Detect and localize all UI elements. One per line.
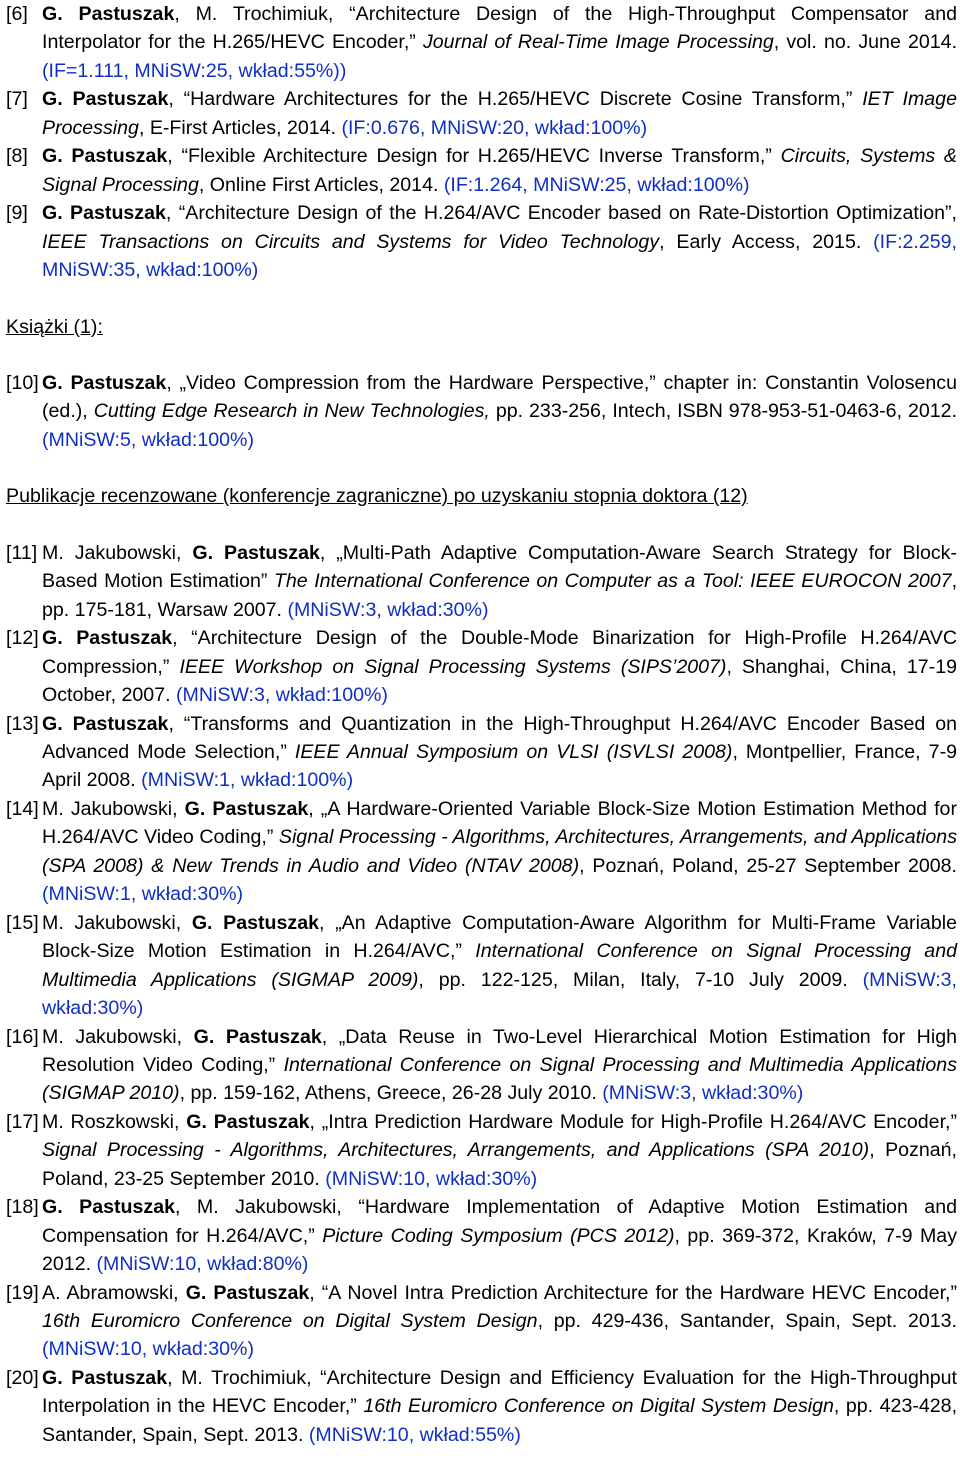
reference-title: , “Architecture Design of the Double-Mode Binarization for High-Profile H.264/AVC Compression,” [42, 627, 957, 678]
reference-venue: 16th Euromicro Conference on Digital System Design [363, 1395, 834, 1418]
reference-author: G. Pastuszak [186, 1110, 310, 1133]
reference-venue: IEEE Transactions on Circuits and Systems for Video Technology [42, 230, 660, 253]
reference-metric: (MNiSW:1, wkład:100%) [141, 769, 354, 792]
reference-number: [13] [6, 712, 39, 735]
reference-author: G. Pastuszak [42, 1366, 168, 1389]
reference-details: , E-First Articles, 2014. [138, 116, 342, 139]
reference-venue: Signal Processing - Algorithms, Architectures, Arrangements, and Applications (SPA 2010) [42, 1139, 870, 1162]
reference-entry [6, 1023, 957, 1108]
books-heading: Książki (1): [6, 315, 103, 338]
reference-entry [6, 142, 957, 199]
coauthor-lead: A. Abramowski, [42, 1281, 186, 1304]
reference-metric: (MNiSW:3, wkład:100%) [175, 684, 388, 707]
reference-title: , “Architecture Design of the H.264/AVC Encoder based on Rate-Distortion Optimization”, [165, 202, 957, 225]
reference-metric: (MNiSW:3, wkład:30%) [42, 968, 957, 1020]
reference-details: , Poznań, Poland, 25-27 September 2008. [579, 854, 957, 877]
reference-venue: Picture Coding Symposium (PCS 2012) [322, 1224, 675, 1247]
reference-title: , M. Trochimiuk, “Architecture Design of the High-Throughput Compensator and Interpolator for the H.265/HEVC Encoder,” [42, 3, 957, 54]
reference-details: , vol. no. June 2014. [773, 31, 958, 54]
reference-entry [6, 1193, 957, 1278]
reference-author: G. Pastuszak [42, 1196, 175, 1219]
reference-entry [6, 909, 957, 1023]
reference-entry [6, 199, 957, 284]
reference-metric: (IF:0.676, MNiSW:20, wkład:100%) [341, 116, 648, 139]
reference-number: [17] [6, 1110, 39, 1133]
coauthor-lead: M. Jakubowski, [42, 911, 192, 934]
reference-details: , Poznań, Poland, 23-25 September 2010. [42, 1139, 957, 1190]
reference-metric: (MNiSW:10, wkład:30%) [325, 1167, 538, 1190]
journal-references [6, 0, 957, 285]
reference-metric: (MNiSW:3, wkład:30%) [602, 1082, 804, 1105]
reference-venue: Journal of Real-Time Image Processing [422, 31, 774, 54]
reference-number: [6] [6, 3, 28, 25]
reference-details: pp. 233-256, Intech, ISBN 978-953-51-0463-6, 2012. [489, 400, 958, 423]
reference-author: G. Pastuszak [42, 3, 175, 25]
reference-metric: (IF:1.264, MNiSW:25, wkład:100%) [443, 173, 750, 196]
reference-venue: IEEE Workshop on Signal Processing Systems (SIPS’2007) [179, 655, 727, 678]
reference-author: G. Pastuszak [191, 911, 319, 934]
conference-references [6, 539, 957, 1450]
reference-metric: (IF=1.111, MNiSW:25, wkład:55%)) [42, 59, 347, 82]
reference-entry [6, 795, 957, 909]
coauthor-lead: M. Roszkowski, [42, 1110, 187, 1133]
reference-title: , “Hardware Architectures for the H.265/HEVC Discrete Cosine Transform,” [168, 88, 863, 111]
reference-entry [6, 85, 957, 142]
conference-heading: Publikacje recenzowane (konferencje zagraniczne) po uzyskaniu stopnia doktora (12) [6, 485, 748, 508]
reference-metric: (MNiSW:3, wkład:30%) [287, 598, 489, 621]
reference-title: , M. Jakubowski, “Hardware Implementation of Adaptive Motion Estimation and Compensation for H.264/AVC,” [42, 1196, 957, 1247]
reference-entry [6, 1279, 957, 1364]
reference-metric: (MNiSW:10, wkład:30%) [42, 1338, 254, 1361]
coauthor-lead: M. Jakubowski, [42, 1025, 194, 1048]
reference-details: , Montpellier, France, 7-9 April 2008. [42, 740, 957, 792]
reference-title: , „An Adaptive Computation-Aware Algorithm for Multi-Frame Variable Block-Size Motion Estimation in H.264/AVC,” [42, 911, 957, 963]
reference-author: G. Pastuszak [42, 371, 167, 394]
reference-title: , M. Trochimiuk, “Architecture Design and Efficiency Evaluation for the High-Throughput Interpolation in the HEVC Encoder,” [42, 1366, 957, 1418]
reference-metric: (MNiSW:10, wkład:80%) [96, 1253, 309, 1276]
reference-entry [6, 369, 957, 454]
reference-metric: (IF:2.259, MNiSW:35, wkład:100%) [42, 230, 957, 282]
reference-author: G. Pastuszak [42, 88, 169, 111]
reference-title: , “A Novel Intra Prediction Architecture for the Hardware HEVC Encoder,” [309, 1281, 957, 1304]
reference-venue: Signal Processing - Algorithms, Architectures, Arrangements, and Applications (SPA 2008) & New Trends in Audio and Video (NTAV 2008) [42, 826, 957, 877]
book-references [6, 369, 957, 454]
coauthor-lead: M. Jakubowski, [42, 797, 185, 820]
reference-venue: Circuits, Systems & Signal Processing [42, 145, 958, 196]
reference-author: G. Pastuszak [42, 202, 166, 225]
reference-number: [7] [6, 88, 28, 111]
reference-number: [9] [6, 202, 28, 225]
reference-author: G. Pastuszak [184, 797, 309, 820]
reference-author: G. Pastuszak [193, 1025, 322, 1048]
reference-details: , pp. 429-436, Santander, Spain, Sept. 2013. [537, 1310, 957, 1333]
reference-number: [11] [6, 541, 38, 564]
reference-number: [16] [6, 1025, 39, 1048]
reference-title: , „Data Reuse in Two-Level Hierarchical Motion Estimation for High Resolution Video Coding,” [42, 1025, 957, 1076]
reference-number: [15] [6, 911, 39, 934]
reference-author: G. Pastuszak [42, 145, 168, 168]
reference-venue: Cutting Edge Research in New Technologies, [93, 400, 490, 423]
reference-title: , “Flexible Architecture Design for H.265/HEVC Inverse Transform,” [167, 145, 781, 168]
reference-number: [14] [6, 797, 39, 820]
reference-venue: International Conference on Signal Processing and Multimedia Applications (SIGMAP 2010) [42, 1053, 957, 1105]
reference-author: G. Pastuszak [42, 627, 173, 650]
reference-details: , pp. 159-162, Athens, Greece, 26-28 July 2010. [179, 1082, 603, 1105]
reference-entry [6, 624, 957, 709]
reference-number: [8] [6, 145, 28, 168]
reference-venue: International Conference on Signal Processing and Multimedia Applications (SIGMAP 2009) [42, 940, 957, 991]
reference-number: [20] [6, 1366, 39, 1389]
reference-author: G. Pastuszak [185, 1281, 310, 1304]
coauthor-lead: M. Jakubowski, [42, 541, 193, 564]
reference-title: , “Transforms and Quantization in the High-Throughput H.264/AVC Encoder Based on Advanced Mode Selection,” [42, 712, 957, 763]
reference-details: , pp. 122-125, Milan, Italy, 7-10 July 2009. [418, 968, 863, 991]
reference-entry [6, 1108, 957, 1193]
reference-number: [18] [6, 1196, 39, 1219]
reference-details: , pp. 423-428, Santander, Spain, Sept. 2013. [42, 1395, 958, 1446]
reference-entry [6, 710, 957, 795]
reference-title: , „Video Compression from the Hardware Perspective,” chapter in: Constantin Volosencu (ed.), [42, 371, 958, 423]
reference-metric: (MNiSW:10, wkład:55%) [308, 1423, 521, 1446]
reference-metric: (MNiSW:1, wkład:30%) [42, 883, 244, 906]
reference-metric: (MNiSW:5, wkład:100%) [42, 428, 254, 451]
reference-author: G. Pastuszak [42, 712, 169, 735]
reference-number: [10] [6, 371, 39, 394]
reference-entry [6, 1364, 957, 1449]
reference-details: , pp. 175-181, Warsaw 2007. [42, 570, 958, 621]
reference-details: , pp. 369-372, Kraków, 7-9 May 2012. [42, 1224, 957, 1276]
reference-author: G. Pastuszak [192, 541, 320, 564]
reference-details: , Early Access, 2015. [659, 230, 874, 253]
reference-number: [19] [6, 1281, 39, 1304]
reference-venue: IET Image Processing [42, 88, 957, 139]
reference-entry [6, 539, 957, 624]
reference-number: [12] [6, 627, 39, 650]
reference-venue: IEEE Annual Symposium on VLSI (ISVLSI 2008) [294, 740, 733, 763]
reference-details: , Shanghai, China, 17-19 October, 2007. [42, 655, 958, 707]
reference-title: , „Intra Prediction Hardware Module for High-Profile H.264/AVC Encoder,” [309, 1110, 957, 1133]
reference-details: , Online First Articles, 2014. [198, 173, 444, 196]
reference-venue: 16th Euromicro Conference on Digital System Design [42, 1310, 538, 1333]
reference-venue: The International Conference on Computer as a Tool: IEEE EUROCON 2007 [273, 570, 952, 593]
reference-title: , „Multi-Path Adaptive Computation-Aware Search Strategy for Block-Based Motion Estimation” [42, 541, 957, 593]
reference-entry [6, 0, 957, 85]
reference-title: , „A Hardware-Oriented Variable Block-Size Motion Estimation Method for H.264/AVC Video Coding,” [42, 797, 957, 849]
